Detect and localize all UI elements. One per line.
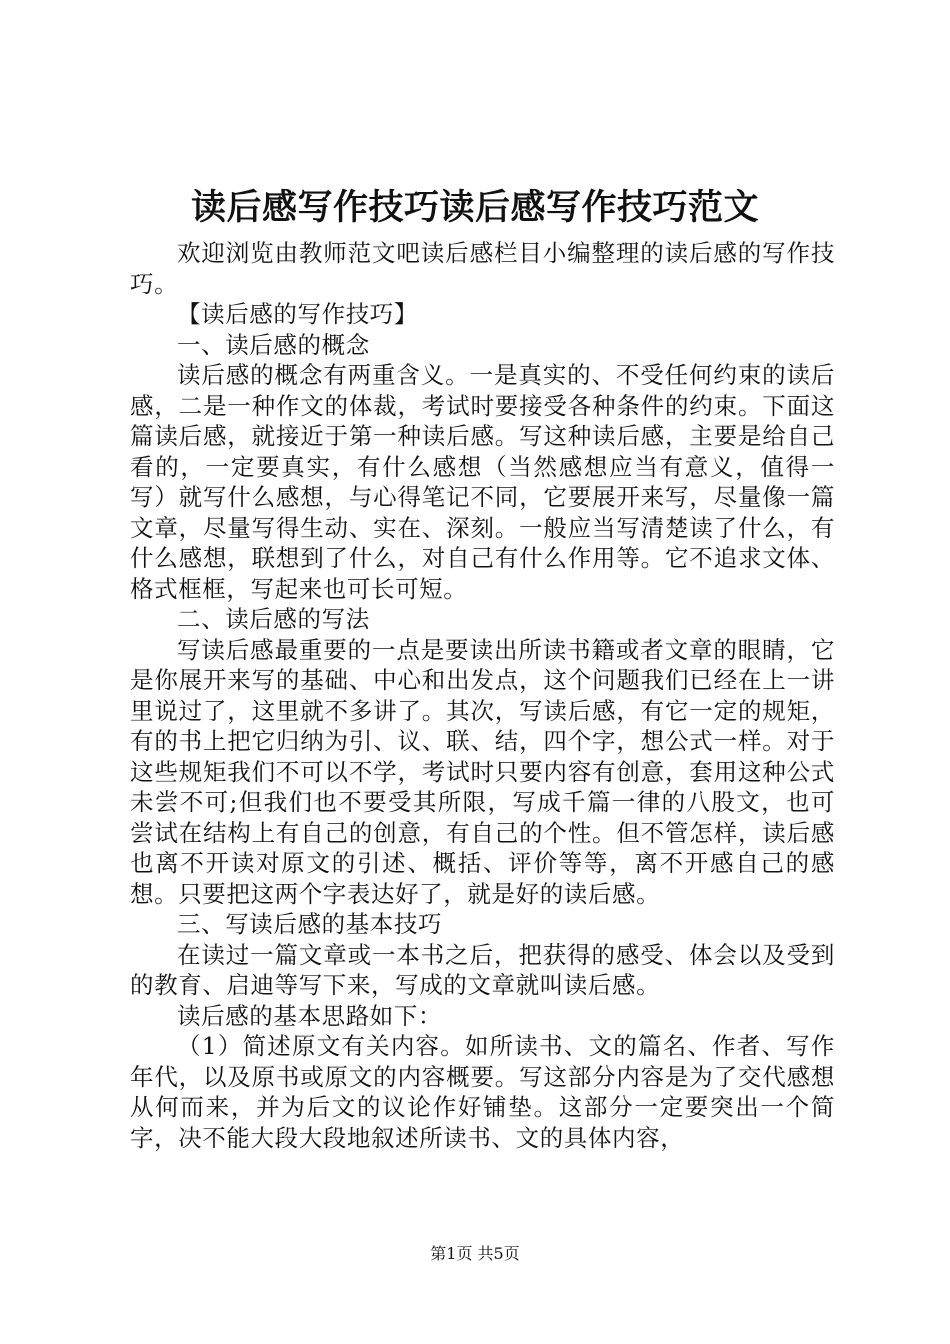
paragraph-heading-concept: 一、读后感的概念	[177, 330, 370, 359]
paragraph-intro: 欢迎浏览由教师范文吧读后感栏目小编整理的读后感的写作技巧。	[130, 239, 835, 298]
paragraph-outline-intro: 读后感的基本思路如下：	[177, 1001, 443, 1030]
paragraph-heading-technique: 三、写读后感的基本技巧	[177, 910, 443, 938]
paragraph-method: 写读后感最重要的一点是要读出所读书籍或者文章的眼睛，它是你展开来写的基础、中心和出发点，这个问题我们已经在上一讲里说过了，这里就不多讲了。其次，写读后感，有它一定的规矩，有的书上把它归纳为引、议、联、结，四个字，想公式一样。对于这些规矩我们不可以不学，考试时只要内容有创意，套用这种公式未尝不可;但我们也不要受其所限，写成千篇一律的八股文，也可尝试在结构上有自己的创意，有自己的个性。但不管怎样，读后感也离不开读对原文的引述、概括、评价等等，离不开感自己的感想。只要把这两个字表达好了，就是好的读后感。	[130, 635, 835, 908]
page-number-footer: 第1页 共5页	[430, 1244, 520, 1263]
paragraph-step-1: （1）简述原文有关内容。如所读书、文的篇名、作者、写作年代，以及原书或原文的内容概要。写这部分内容是为了交代感想从何而来，并为后文的议论作好铺垫。这部分一定要突出一个简字，决不能大段大段地叙述所读书、文的具体内容，	[130, 1032, 835, 1152]
document-body	[130, 238, 835, 1153]
paragraph-concept: 读后感的概念有两重含义。一是真实的、不受任何约束的读后感，二是一种作文的体裁，考试时要接受各种条件的约束。下面这篇读后感，就接近于第一种读后感。写这种读后感，主要是给自己看的，一定要真实，有什么感想（当然感想应当有意义，值得一写）就写什么感想，与心得笔记不同，它要展开来写，尽量像一篇文章，尽量写得生动、实在、深刻。一般应当写清楚读了什么，有什么感想，联想到了什么，对自己有什么作用等。它不追求文体、格式框框，写起来也可长可短。	[130, 361, 835, 603]
paragraph-section-heading: 【读后感的写作技巧】	[177, 300, 418, 328]
paragraph-heading-method: 二、读后感的写法	[177, 605, 370, 633]
document-title: 读后感写作技巧读后感写作技巧范文	[190, 187, 759, 228]
paragraph-technique: 在读过一篇文章或一本书之后，把获得的感受、体会以及受到的教育、启迪等写下来，写成的文章就叫读后感。	[130, 940, 835, 999]
